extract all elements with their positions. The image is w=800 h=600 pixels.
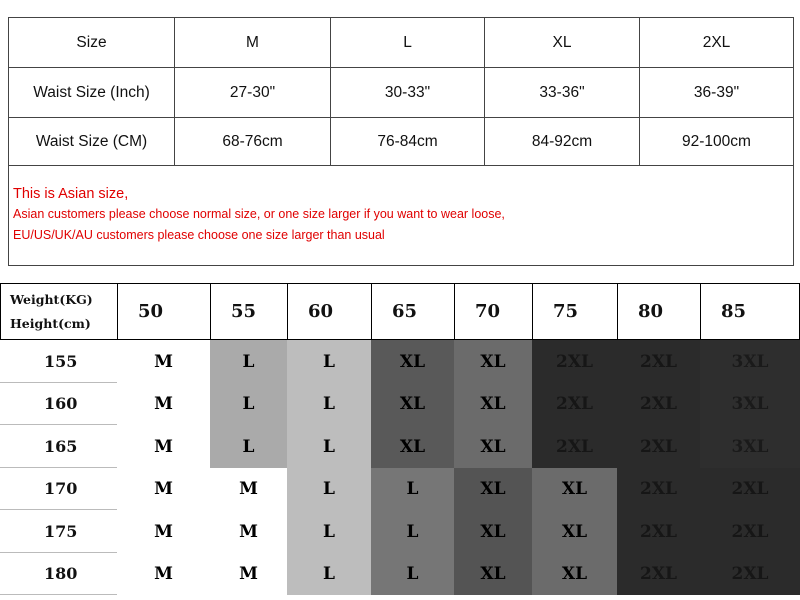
weight-header-6: 80 [617,283,700,340]
size-cell-r3-c1: M [210,468,287,510]
size-cell-r0-c5: 2XL [532,340,617,383]
weight-header-0: 50 [117,283,210,340]
size-cell-r5-c0: M [117,553,210,595]
height-label-2: 165 [0,425,117,468]
waist-inch-l: 30-33" [331,68,485,117]
size-cell-r2-c4: XL [454,425,532,468]
size-cell-r5-c3: L [371,553,454,595]
weight-header-1: 55 [210,283,287,340]
size-cell-r4-c5: XL [532,510,617,553]
weight-header-4: 70 [454,283,532,340]
size-cell-r2-c7: 3XL [700,425,800,468]
size-cell-r0-c3: XL [371,340,454,383]
size-cell-r0-c2: L [287,340,371,383]
size-cell-r4-c1: M [210,510,287,553]
waist-cm-label: Waist Size (CM) [9,118,175,165]
size-cell-r5-c4: XL [454,553,532,595]
weight-header-3: 65 [371,283,454,340]
height-label-5: 180 [0,553,117,595]
asian-customer-note: Asian customers please choose normal size, or one size larger if you want to wear loose, [13,207,505,221]
weight-height-corner [0,283,117,340]
size-cell-r4-c0: M [117,510,210,553]
size-cell-r1-c5: 2XL [532,383,617,425]
asian-size-note: This is Asian size, [13,186,129,202]
size-cell-r1-c6: 2XL [617,383,700,425]
size-cell-r3-c5: XL [532,468,617,510]
size-header-label: Size [9,18,175,67]
size-cell-r4-c6: 2XL [617,510,700,553]
size-cell-r2-c6: 2XL [617,425,700,468]
size-cell-r2-c0: M [117,425,210,468]
size-cell-r1-c0: M [117,383,210,425]
size-cell-r1-c2: L [287,383,371,425]
size-cell-r3-c2: L [287,468,371,510]
size-header-row [9,18,793,68]
waist-cm-2xl: 92-100cm [682,132,751,150]
waist-inch-xl: 33-36" [485,68,640,117]
size-cell-r0-c6: 2XL [617,340,700,383]
size-cell-r0-c0: M [117,340,210,383]
size-cell-r5-c5: XL [532,553,617,595]
size-cell-r3-c4: XL [454,468,532,510]
weight-axis-label: Weight(KG) [10,291,93,307]
size-cell-r1-c1: L [210,383,287,425]
size-cell-r2-c2: L [287,425,371,468]
size-cell-r4-c4: XL [454,510,532,553]
size-cell-r2-c1: L [210,425,287,468]
size-header-xl: XL [485,18,640,67]
size-cell-r1-c3: XL [371,383,454,425]
height-label-1: 160 [0,383,117,425]
waist-cm-m: 68-76cm [175,118,331,165]
waist-cm-xl: 84-92cm [485,118,640,165]
size-cell-r3-c0: M [117,468,210,510]
size-cell-r5-c7: 2XL [700,553,800,595]
western-customer-note: EU/US/UK/AU customers please choose one size larger than usual [13,228,385,242]
size-cell-r5-c2: L [287,553,371,595]
waist-inch-m: 27-30" [175,68,331,117]
size-cell-r4-c7: 2XL [700,510,800,553]
size-notes [9,166,793,265]
waist-size-table [8,17,794,266]
waist-cm-l: 76-84cm [331,118,485,165]
size-cell-r1-c7: 3XL [700,383,800,425]
size-cell-r0-c7: 3XL [700,340,800,383]
size-cell-r5-c6: 2XL [617,553,700,595]
size-cell-r3-c3: L [371,468,454,510]
weight-header-7: 85 [700,283,800,340]
height-label-3: 170 [0,468,117,510]
size-header-2xl: 2XL [702,33,731,51]
waist-inch-2xl: 36-39" [693,83,740,101]
size-cell-r4-c3: L [371,510,454,553]
size-header-l: L [331,18,485,67]
size-header-m: M [175,18,331,67]
weight-header-5: 75 [532,283,617,340]
size-cell-r3-c7: 2XL [700,468,800,510]
height-axis-label: Height(cm) [10,315,91,331]
size-cell-r5-c1: M [210,553,287,595]
size-cell-r2-c5: 2XL [532,425,617,468]
size-cell-r0-c1: L [210,340,287,383]
size-cell-r4-c2: L [287,510,371,553]
weight-header-2: 60 [287,283,371,340]
size-cell-r0-c4: XL [454,340,532,383]
height-label-0: 155 [0,340,117,383]
waist-cm-row [9,118,793,166]
height-label-4: 175 [0,510,117,553]
waist-inch-label: Waist Size (Inch) [9,68,175,117]
size-cell-r1-c4: XL [454,383,532,425]
weight-height-size-chart [0,283,800,595]
size-cell-r3-c6: 2XL [617,468,700,510]
size-cell-r2-c3: XL [371,425,454,468]
waist-inch-row [9,68,793,118]
